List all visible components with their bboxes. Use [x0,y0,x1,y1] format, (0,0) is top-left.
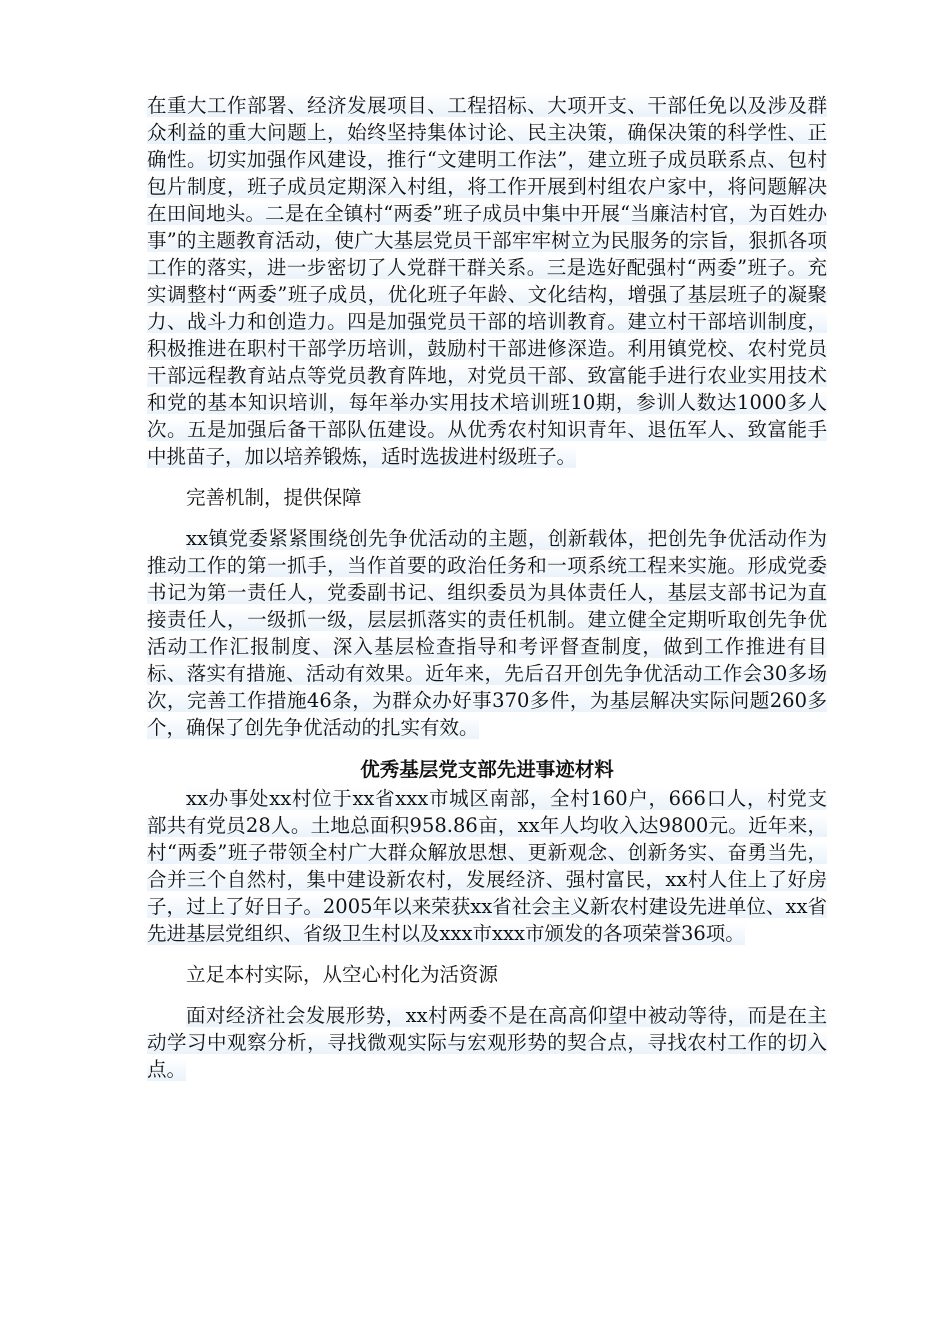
paragraph-gap [147,470,827,484]
body-paragraph-1-text: 在重大工作部署、经济发展项目、工程招标、大项开支、干部任免以及涉及群众利益的重大问题上，始终坚持集体讨论、民主决策，确保决策的科学性、正确性。切实加强作风建设，推行“文建明工作法”，建立班子成员联系点、包村包片制度，班子成员定期深入村组，将工作开展到村组农户家中，将问题解决在田间地头。二是在全镇村“两委”班子成员中集中开展“当廉洁村官，为百姓办事”的主题教育活动，使广大基层党员干部牢牢树立为民服务的宗旨，狠抓各项工作的落实，进一步密切了人党群干群关系。三是选好配强村“两委”班子。充实调整村“两委”班子成员，优化班子年龄、文化结构，增强了基层班子的凝聚力、战斗力和创造力。四是加强党员干部的培训教育。建立村干部培训制度，积极推进在职村干部学历培训，鼓励村干部进修深造。利用镇党校、农村党员干部远程教育站点等党员教育阵地，对党员干部、致富能手进行农业实用技术和党的基本知识培训，每年举办实用技术培训班10期，参训人数达1000多人次。五是加强后备干部队伍建设。从优秀农村知识青年、退伍军人、致富能手中挑苗子，加以培养锻炼，适时选拔进村级班子。 [147,94,827,468]
section-subheading-2-text: 立足本村实际，从空心村化为活资源 [186,963,499,986]
paragraph-gap [147,511,827,525]
paragraph-gap [147,741,827,755]
body-paragraph-4-text: 面对经济社会发展形势，xx村两委不是在高高仰望中被动等待，而是在主动学习中观察分析，寻找微观实际与宏观形势的契合点，寻找农村工作的切入点。 [147,1004,827,1081]
body-paragraph-2 [147,525,827,741]
section-subheading-2 [147,961,827,988]
body-paragraph-2-text: xx镇党委紧紧围绕创先争优活动的主题，创新载体，把创先争优活动作为推动工作的第一抓手，当作首要的政治任务和一项系统工程来实施。形成党委书记为第一责任人，党委副书记、组织委员为具体责任人，基层支部书记为直接责任人，一级抓一级，层层抓落实的责任机制。建立健全定期听取创先争优活动工作汇报制度、深入基层检查指导和考评督查制度，做到工作推进有目标、落实有措施、活动有效果。近年来，先后召开创先争优活动工作会30多场次，完善工作措施46条，为群众办好事370多件，为基层解决实际问题260多个，确保了创先争优活动的扎实有效。 [147,527,827,739]
paragraph-gap [147,988,827,1002]
body-paragraph-1 [147,92,827,470]
body-paragraph-3-text: xx办事处xx村位于xx省xxx市城区南部，全村160户，666口人，村党支部共有党员28人。土地总面积958.86亩，xx年人均收入达9800元。近年来，村“两委”班子带领全村广大群众解放思想、更新观念、创新务实、奋勇当先，合并三个自然村，集中建设新农村，发展经济、强村富民，xx村人住上了好房子，过上了好日子。2005年以来荣获xx省社会主义新农村建设先进单位、xx省先进基层党组织、省级卫生村以及xxx市xxx市颁发的各项荣誉36项。 [147,787,827,945]
document-title: 优秀基层党支部先进事迹材料 [360,758,614,781]
paragraph-gap [147,947,827,961]
document-page [147,92,827,1083]
body-paragraph-3 [147,785,827,947]
body-paragraph-4 [147,1002,827,1083]
section-subheading-1 [147,484,827,511]
section-subheading-1-text: 完善机制，提供保障 [186,486,362,509]
